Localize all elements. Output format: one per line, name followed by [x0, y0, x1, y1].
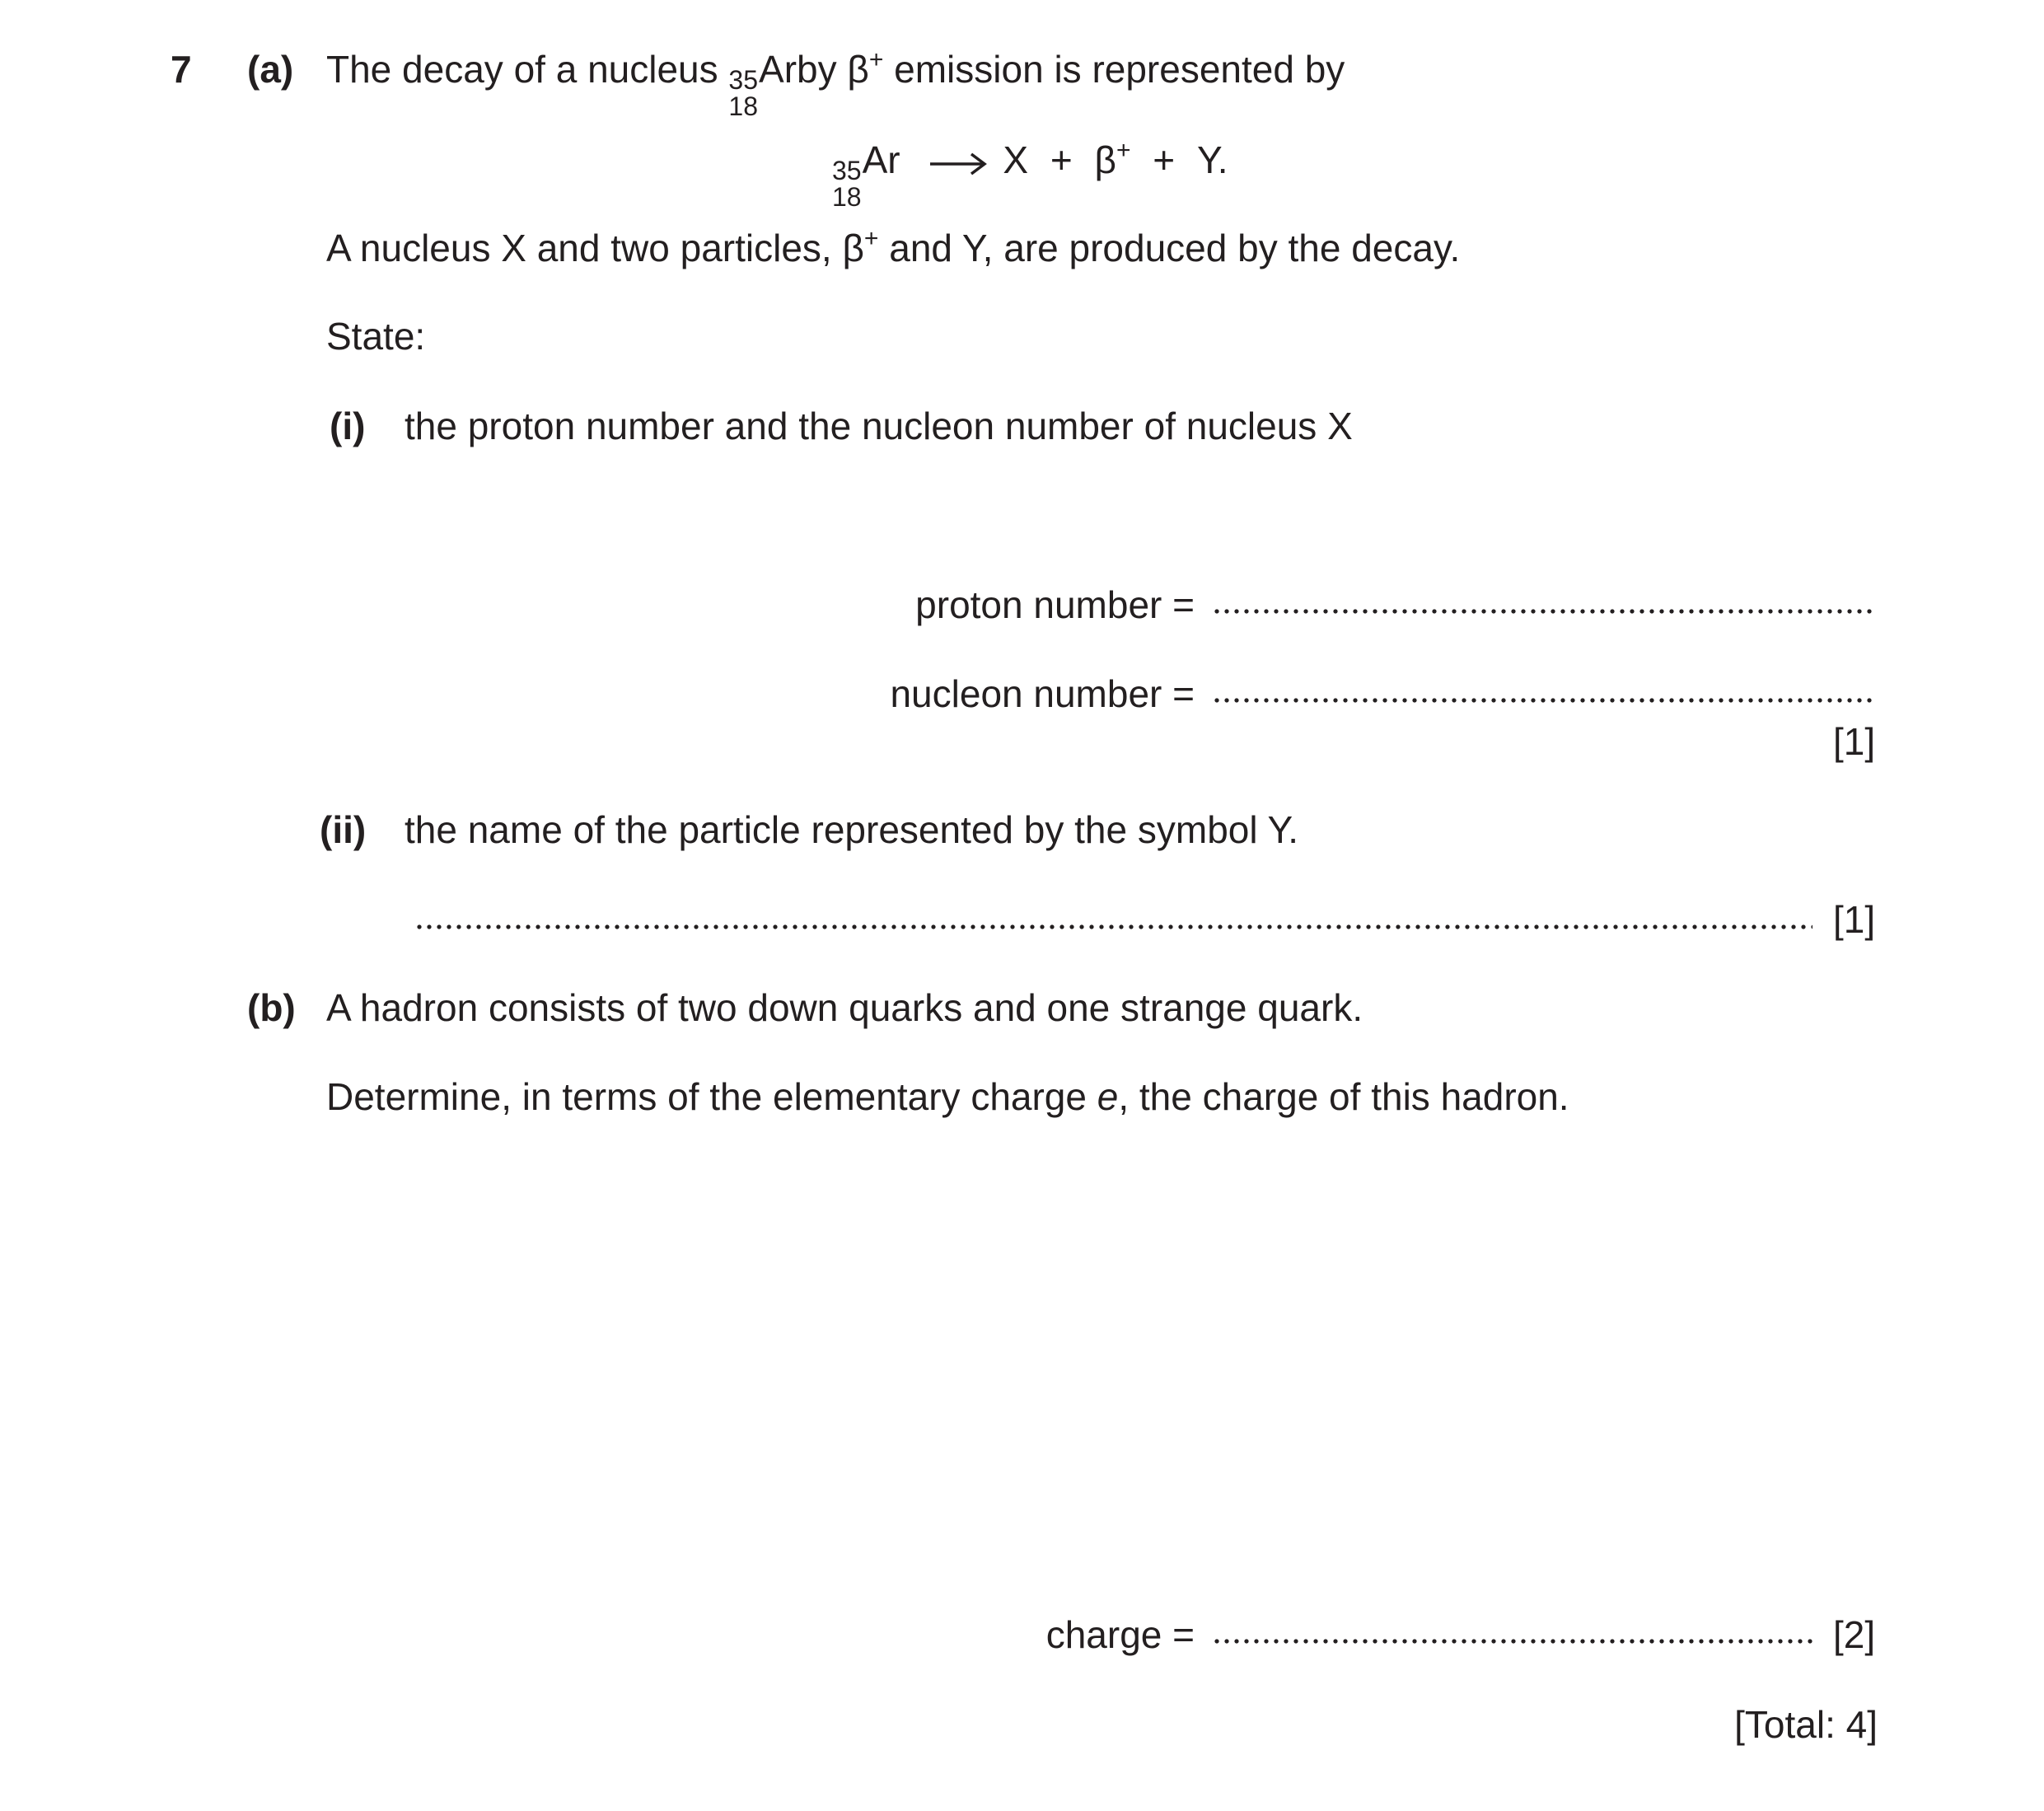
sub-ii-text: the name of the particle represented by the symbol Y. [405, 808, 1299, 851]
equation-plus-2: + [1153, 138, 1176, 181]
intro-text-before: The decay of a nucleus [326, 48, 718, 91]
part-b-determine [326, 1075, 1569, 1118]
sub-i-text: the proton number and the nucleon number of nucleus X [405, 405, 1353, 447]
determine-text-after: , the charge of this hadron. [1118, 1075, 1569, 1118]
proton-number-answer-line[interactable] [1212, 608, 1875, 615]
charge-label: charge = [1045, 1613, 1195, 1656]
total-marks: [Total: 4] [1734, 1703, 1878, 1746]
argon-nuclide [728, 50, 797, 119]
part-a-intro [326, 46, 1345, 121]
nuclide-mass-number: 35 [728, 65, 759, 95]
statement-beta-sup: + [863, 225, 879, 252]
equation-product-x: X [1003, 138, 1029, 181]
equation-beta: β [1094, 138, 1116, 181]
nucleon-number-answer-line[interactable] [1212, 697, 1875, 704]
state-label: State: [326, 315, 426, 358]
nucleon-number-label: nucleon number = [890, 672, 1195, 715]
part-a-statement [326, 225, 1461, 269]
equation-symbol: Ar [862, 138, 900, 181]
proton-number-label: proton number = [915, 583, 1195, 626]
intro-text-middle: by β [797, 48, 869, 91]
elementary-charge-symbol: e [1097, 1075, 1119, 1118]
sub-ii-marks: [1] [1833, 898, 1876, 941]
part-b-text: A hadron consists of two down quarks and one strange quark. [326, 986, 1363, 1029]
particle-name-answer-line[interactable] [414, 924, 1812, 930]
part-b-label: (b) [247, 986, 296, 1029]
determine-text-before: Determine, in terms of the elementary charge [326, 1075, 1087, 1118]
intro-beta-sup: + [868, 46, 884, 73]
statement-text-after: and Y, are produced by the decay. [889, 227, 1461, 269]
nuclide-symbol: Ar [759, 48, 797, 91]
statement-text-before: A nucleus X and two particles, β [326, 227, 864, 269]
nuclide-atomic-number: 18 [728, 91, 759, 121]
right-arrow-icon [928, 152, 988, 176]
equation-plus-1: + [1050, 138, 1073, 181]
sub-i-marks: [1] [1833, 720, 1876, 763]
sub-i-label: (i) [330, 405, 366, 447]
equation-mass-number: 35 [832, 156, 862, 185]
decay-equation [832, 137, 1228, 212]
part-a-label: (a) [247, 48, 294, 91]
intro-text-after: emission is represented by [894, 48, 1345, 91]
equation-argon-nuclide [832, 138, 900, 212]
equation-product-y: Y. [1196, 138, 1228, 181]
equation-atomic-number: 18 [832, 182, 862, 212]
equation-beta-sup: + [1116, 137, 1131, 164]
charge-answer-line[interactable] [1212, 1638, 1812, 1645]
part-b-marks: [2] [1833, 1613, 1876, 1656]
sub-ii-label: (ii) [320, 808, 367, 851]
question-number: 7 [171, 48, 192, 91]
